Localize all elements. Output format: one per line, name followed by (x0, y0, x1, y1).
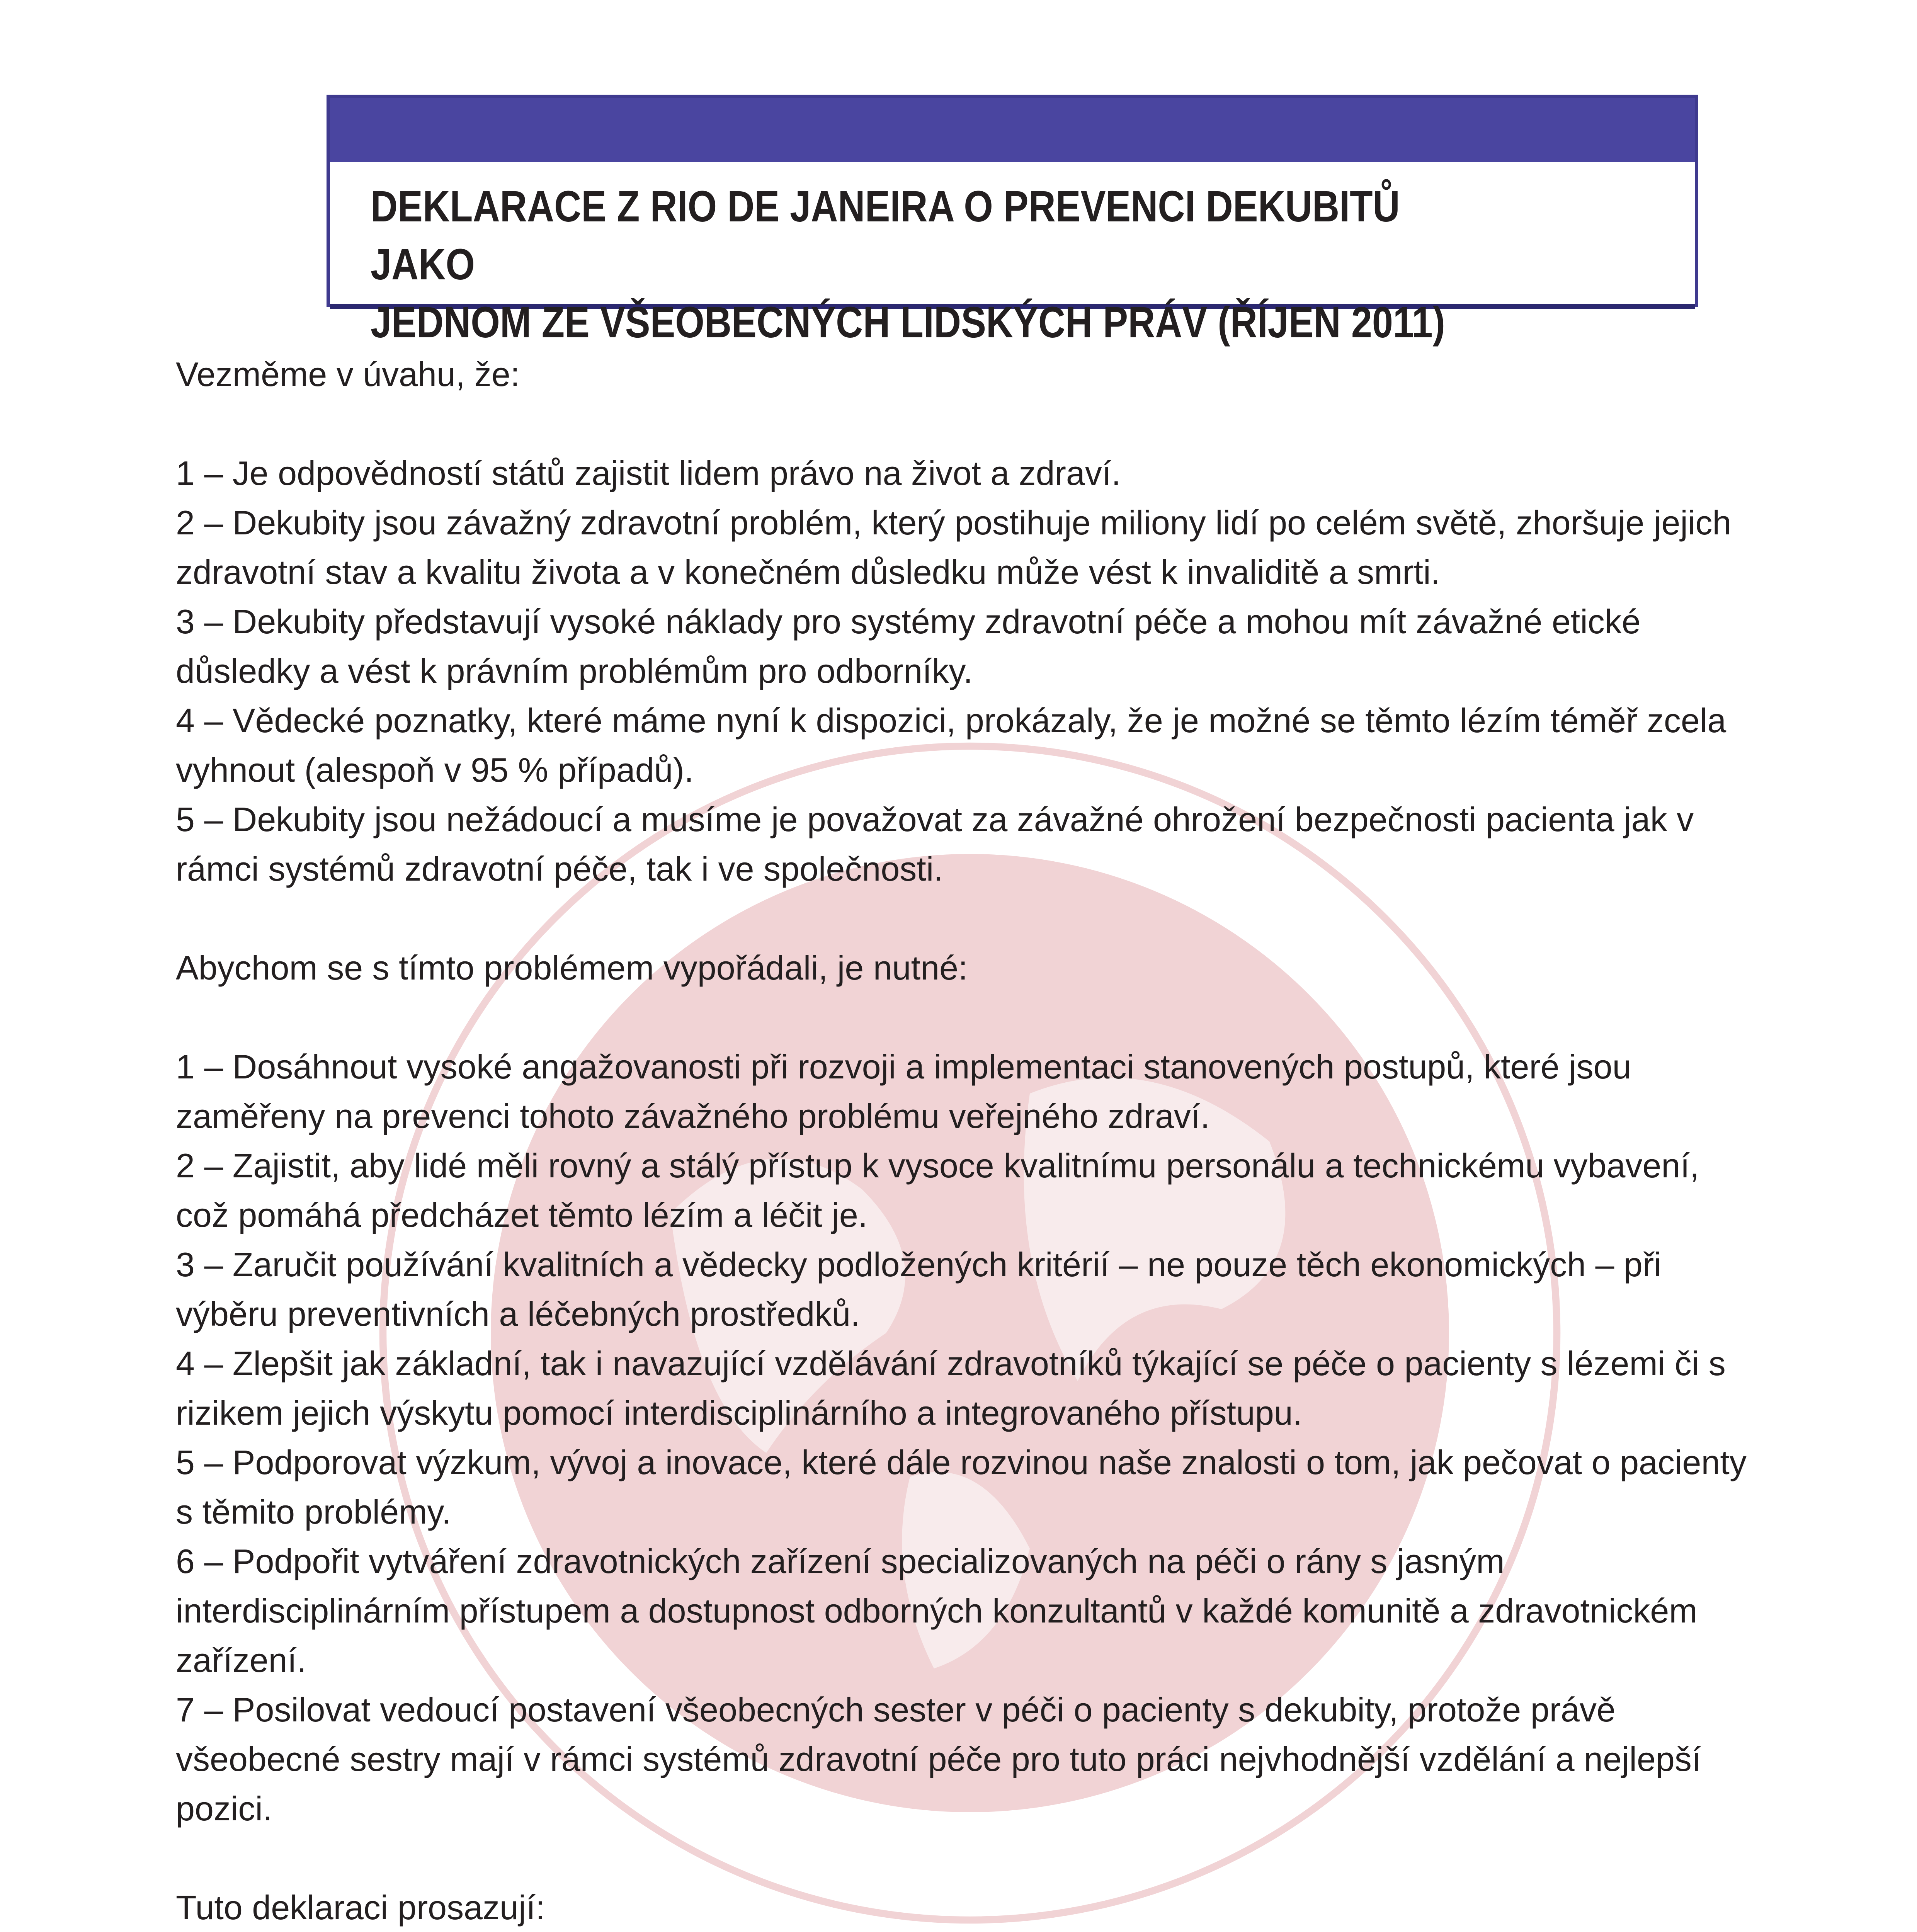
action-item: 1 – Dosáhnout vysoké angažovanosti při rozvoji a implementaci stanovených postupů, které jsou zaměřeny na prevenci tohoto závažného problému veřejného zdraví. (176, 1048, 1631, 1135)
action-item: 4 – Zlepšit jak základní, tak i navazující vzdělávání zdravotníků týkající se péče o pacienty s lézemi či s rizikem jejich výskytu pomocí interdisciplinárního a integrovaného přístupu. (176, 1344, 1726, 1432)
actions-intro: Abychom se s tímto problémem vypořádali, je nutné: (176, 949, 968, 987)
intro-paragraph: Vezměme v úvahu, že: (176, 355, 520, 393)
title-bar (330, 98, 1695, 162)
title-line-2: JEDNOM ZE VŠEOBECNÝCH LIDSKÝCH PRÁV (ŘÍJEN 2011) (371, 298, 1446, 347)
consideration-item: 4 – Vědecké poznatky, které máme nyní k dispozici, prokázaly, že je možné se těmto lézím téměř zcela vyhnout (alespoň v 95 % případů). (176, 701, 1726, 789)
action-item: 2 – Zajistit, aby lidé měli rovný a stálý přístup k vysoce kvalitnímu personálu a technickému vybavení, což pomáhá předcházet těmto lézím a léčit je. (176, 1146, 1699, 1234)
declaration-body (176, 350, 1760, 1932)
action-item: 5 – Podporovat výzkum, vývoj a inovace, které dále rozvinou naše znalosti o tom, jak pečovat o pacienty s těmito problémy. (176, 1443, 1747, 1531)
action-item: 3 – Zaručit používání kvalitních a vědecky podložených kritérií – ne pouze těch ekonomických – při výběru preventivních a léčebných prostředků. (176, 1245, 1662, 1333)
consideration-item: 5 – Dekubity jsou nežádoucí a musíme je považovat za závažné ohrožení bezpečnosti pacienta jak v rámci systémů zdravotní péče, tak i ve společnosti. (176, 800, 1694, 888)
endorse-intro: Tuto deklaraci prosazují: (176, 1888, 545, 1927)
consideration-item: 1 – Je odpovědností států zajistit lidem právo na život a zdraví. (176, 454, 1121, 492)
action-item: 7 – Posilovat vedoucí postavení všeobecných sester v péči o pacienty s dekubity, protože právě všeobecné sestry mají v rámci systémů zdravotní péče pro tuto práci nejvhodnější vzdělání a nejlepší pozici. (176, 1690, 1701, 1828)
consideration-item: 3 – Dekubity představují vysoké náklady pro systémy zdravotní péče a mohou mít závažné etické důsledky a vést k právním problémům pro odborníky. (176, 602, 1641, 690)
page-title (371, 177, 1494, 351)
consideration-item: 2 – Dekubity jsou závažný zdravotní problém, který postihuje miliony lidí po celém světě, zhoršuje jejich zdravotní stav a kvalitu života a v konečném důsledku může vést k invaliditě a smrti. (176, 503, 1732, 591)
title-box (327, 95, 1698, 347)
title-line-1: DEKLARACE Z RIO DE JANEIRA O PREVENCI DEKUBITŮ JAKO (371, 182, 1400, 289)
action-item: 6 – Podpořit vytváření zdravotnických zařízení specializovaných na péči o rány s jasným interdisciplinárním přístupem a dostupnost odborných konzultantů v každé komunitě a zdravotnickém zařízení. (176, 1542, 1698, 1679)
